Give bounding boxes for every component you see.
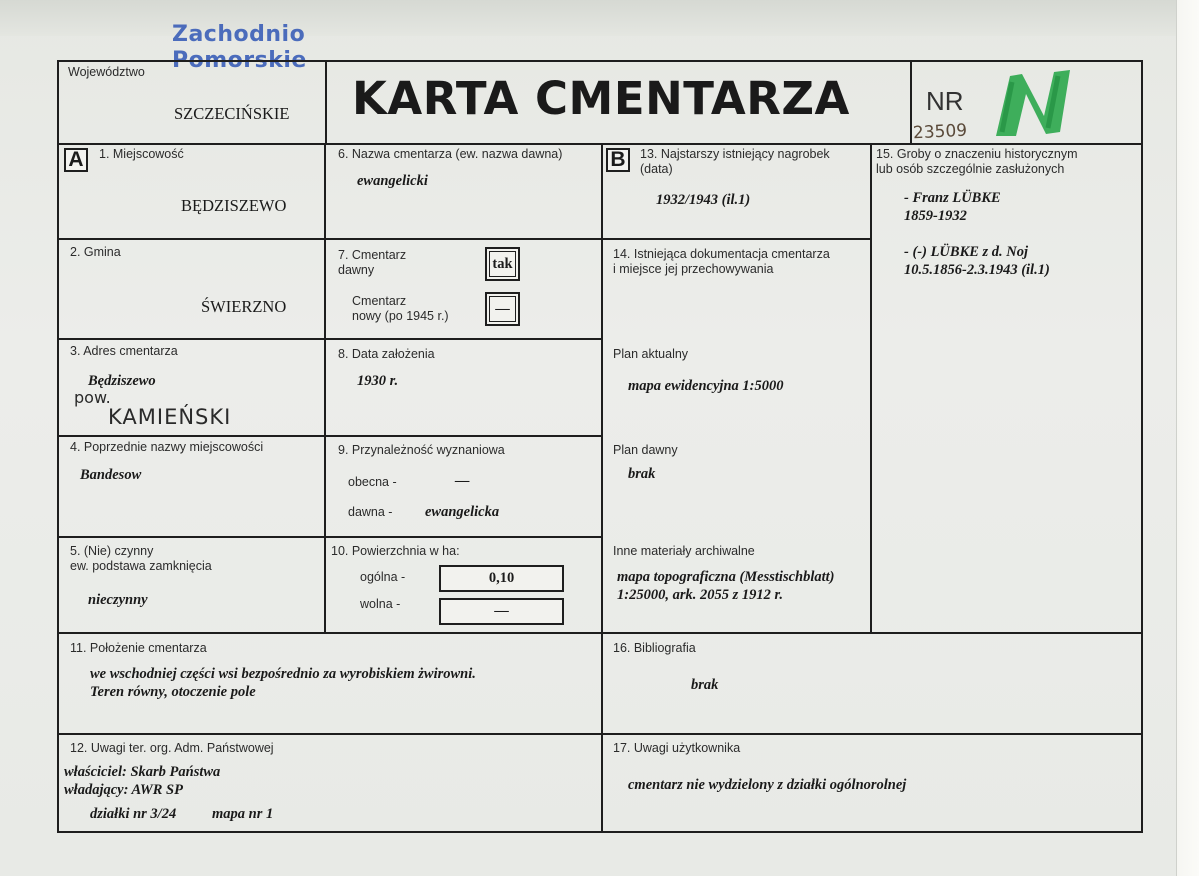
field3-label: 3. Adres cmentarza xyxy=(70,344,178,358)
voivodeship-label: Województwo xyxy=(68,65,145,79)
field10-free-box xyxy=(439,598,564,625)
section-a-letter: A xyxy=(64,148,88,172)
plan-old-label: Plan dawny xyxy=(613,443,678,457)
field8-value: 1930 r. xyxy=(357,373,399,389)
field10-free-label: wolna - xyxy=(360,597,401,611)
other-materials-label: Inne materiały archiwalne xyxy=(613,544,755,558)
nr-handwritten: 23509 xyxy=(912,120,968,144)
field13-label: 13. Najstarszy istniejący nagrobek (data) xyxy=(640,147,830,176)
field15-label: 15. Groby o znaczeniu historycznym lub osób szczególnie zasłużonych xyxy=(876,147,1078,176)
grid-line xyxy=(324,143,326,634)
field7-old-box xyxy=(485,247,520,281)
field9-former-label: dawna - xyxy=(348,505,393,519)
other-materials-value: mapa topograficzna (Messtischblatt) 1:25000, ark. 2055 z 1912 r. xyxy=(617,569,835,603)
grid-line xyxy=(870,143,872,634)
field7-old-label: 7. Cmentarz dawny xyxy=(338,248,407,277)
plan-current-value: mapa ewidencyjna 1:5000 xyxy=(628,378,784,394)
nr-label: NR xyxy=(926,86,964,116)
field10-free-value: — xyxy=(494,603,509,619)
field12-value: właściciel: Skarb Państwa władający: AWR SP xyxy=(64,764,221,798)
field12-map: mapa nr 1 xyxy=(212,806,274,822)
grid-line xyxy=(57,435,603,437)
grid-line xyxy=(325,60,327,145)
region-stamp-line1: Zachodnio xyxy=(172,22,306,47)
field12-label: 12. Uwagi ter. org. Adm. Państwowej xyxy=(70,741,274,755)
grid-line xyxy=(57,238,603,240)
field1-value: BĘDZISZEWO xyxy=(181,196,287,215)
region-stamp-line2: Pomorskie xyxy=(172,48,307,73)
field17-label: 17. Uwagi użytkownika xyxy=(613,741,741,755)
field4-value: Bandesow xyxy=(80,467,142,483)
field9-label: 9. Przynależność wyznaniowa xyxy=(338,443,505,457)
field4-label: 4. Poprzednie nazwy miejscowości xyxy=(70,440,264,454)
field7-new-box xyxy=(485,292,520,326)
field3-handwritten-county: KAMIEŃSKI xyxy=(108,405,232,429)
field11-value: we wschodniej części wsi bezpośrednio za wyrobiskiem żwirowni. Teren równy, otoczenie pole xyxy=(90,666,476,700)
field17-value: cmentarz nie wydzielony z działki ogólnorolnej xyxy=(628,777,907,793)
field7-new-label: Cmentarz nowy (po 1945 r.) xyxy=(352,294,449,323)
plan-old-value: brak xyxy=(628,466,656,482)
green-marker-mark xyxy=(988,62,1088,142)
field5-value: nieczynny xyxy=(88,592,148,608)
field12-parcels: działki nr 3/24 xyxy=(90,806,177,822)
grid-line xyxy=(57,143,1143,145)
field16-value: brak xyxy=(691,677,719,693)
field10-label: 10. Powierzchnia w ha: xyxy=(331,544,460,558)
field2-label: 2. Gmina xyxy=(70,245,121,259)
field7-old-value: tak xyxy=(492,255,513,272)
grid-line xyxy=(57,536,603,538)
field11-label: 11. Położenie cmentarza xyxy=(70,641,207,655)
field16-label: 16. Bibliografia xyxy=(613,641,696,655)
voivodeship-value: SZCZECIŃSKIE xyxy=(174,104,290,123)
grid-line xyxy=(910,60,912,145)
grid-line xyxy=(601,238,872,240)
field9-current-label: obecna - xyxy=(348,475,397,489)
field10-total-box xyxy=(439,565,564,592)
field6-label: 6. Nazwa cmentarza (ew. nazwa dawna) xyxy=(338,147,563,161)
grid-line xyxy=(57,338,603,340)
grid-line xyxy=(57,632,1143,634)
field13-value: 1932/1943 (il.1) xyxy=(656,192,751,208)
field10-total-label: ogólna - xyxy=(360,570,406,584)
field7-new-value: — xyxy=(495,300,510,317)
field6-value: ewangelicki xyxy=(357,173,428,189)
historic-grave-1: - Franz LÜBKE 1859-1932 xyxy=(904,190,1001,224)
historic-grave-2: - (-) LÜBKE z d. Noj 10.5.1856-2.3.1943 (il.1) xyxy=(904,244,1050,278)
grid-line xyxy=(57,733,1143,735)
section-b-letter: B xyxy=(606,148,630,172)
scan-right-edge xyxy=(1176,0,1199,876)
field3-handwritten-county-label: pow. xyxy=(74,388,111,407)
field10-total-value: 0,10 xyxy=(488,570,515,586)
field2-value: ŚWIERZNO xyxy=(201,297,287,316)
field3-value: Będziszewo xyxy=(88,373,156,389)
field5-label: 5. (Nie) czynny ew. podstawa zamknięcia xyxy=(70,544,212,573)
field8-label: 8. Data założenia xyxy=(338,347,435,361)
field9-former-value: ewangelicka xyxy=(425,504,500,520)
grid-line xyxy=(601,143,603,833)
card-title: KARTA CMENTARZA xyxy=(352,72,850,125)
field14-label: 14. Istniejąca dokumentacja cmentarza i miejsce jej przechowywania xyxy=(613,247,830,276)
plan-current-label: Plan aktualny xyxy=(613,347,689,361)
field9-current-value: — xyxy=(455,473,470,489)
field1-label: 1. Miejscowość xyxy=(99,147,184,161)
